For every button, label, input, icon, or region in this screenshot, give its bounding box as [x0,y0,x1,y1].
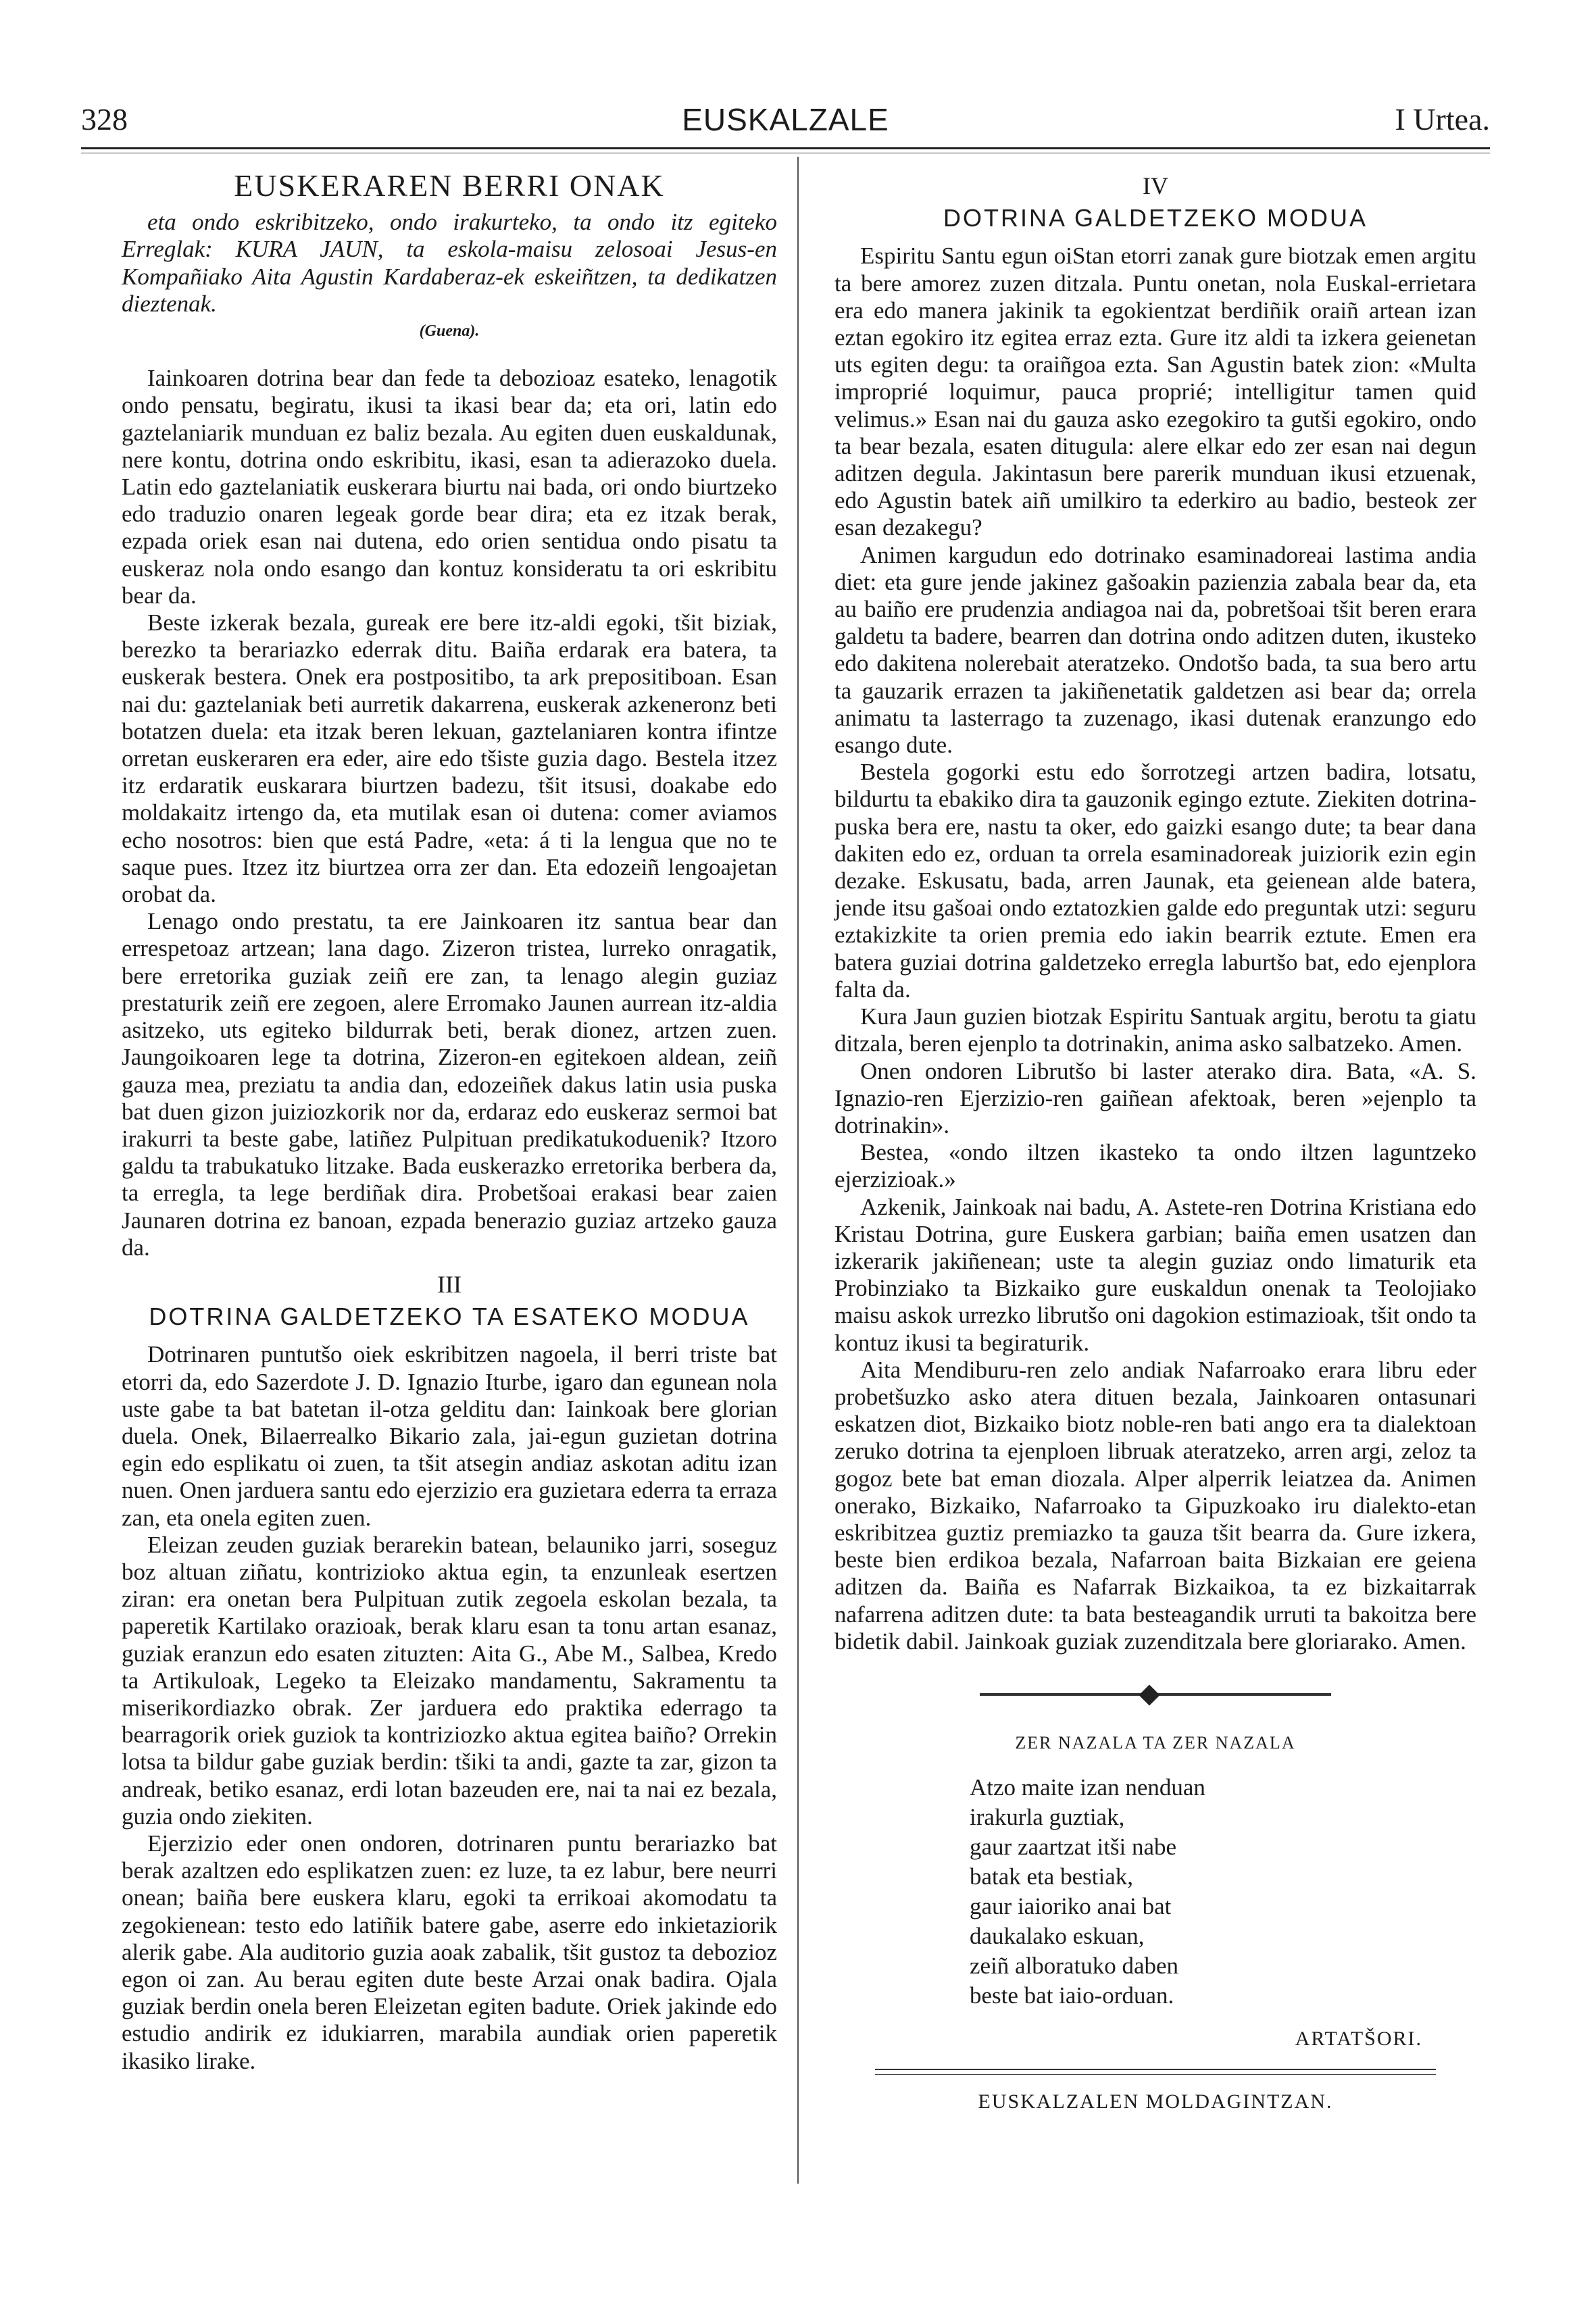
paragraph: Lenago ondo prestatu, ta ere Jainkoaren itz santua bear dan errespetoaz artzean; lana dago. Zizeron tristea, lurreko onragatik, bere erretorika guziak zeiñ ere zan, ta lenago alegin guziaz prestaturik zeiñ ere zegoen, alere Erromako Jaunen aurrean itz-aldia asitzeko, uts egiteko bildurrak beti, berak dionez, artzen zuen. Jaungoikoaren lege ta dotrina, Zizeron-en egitekoen aldean, zeiñ gauza mea, preziatu ta andia dan, edozeiñek dakus latin usia puska bat duen gizon juiziozkorik nor da, erdaraz edo euskeraz sermoi bat irakurri ta beste gabe, latiñez Pulpituan predikatukoduenik? Itzoro galdu ta trabukatuko litzake. Bada euskerazko erretorika berbera da, ta erregla, ta lege berdiñak dira. Probetšoai erakasi bear zaien Jaunaren dotrina ez banoan, ezpada benerazio guziaz artzeko gauza da. [122,908,777,1261]
poem-line: zeiñ alboratuko daben [970,1953,1179,1980]
paragraph: Bestela gogorki estu edo šorrotzegi artzen badira, lotsatu, bildurtu ta ebakiko dira ta gauzonik egingo eztute. Ziekiten dotrina-puska bera ere, nastu ta oker, edo gaizki esango dute; ta bear dana dakiten edo ez, orduan ta orrela esaminadoreak juiziorik ezin egin dezake. Eskusatu, bada, arren Jaunak, eta geienean alde batera, jende itsu gašoai ondo eztatozkien galde edo preguntak utzi: seguru eztakizkite ta orien premia edo iakin bearrik eztute. Emen era batera guziai dotrina galdetzeko erregla laburtšo bat, edo ejenplora falta da. [834,759,1476,1003]
column-divider [797,157,799,2184]
footer-rules [834,2069,1476,2075]
paragraph: Beste izkerak bezala, gureak ere bere itz-aldi egoki, tšit biziak, berezko ta berariazko ederrak ditu. Baiña erdarak era batera, ta euskerak bestera. Onek era postpositibo, ta ark prepositiboan. Esan nai du: gaztelaniak beti aurretik dakarrena, euskerak azkeneronz beti botatzen duela: eta itzak beren lekuan, gaztelaniaren kontra ifintze orretan euskeraren era eder, aire edo tšiste guzia dago. Bestela itzez itz erdaratik euskarara biurtzen badezu, tšit itsusi, doakabe edo moldakaitz irtengo da, eta mutilak esan oi dutena: comer aviamos echo nosotros: bien que está Padre, «eta: á ti la lengua que no te saque pues. Itzez itz biurtzea orra zer dan. Eta edozeiñ lengoajetan orobat da. [122,609,777,908]
paragraph: Animen kargudun edo dotrinako esaminadoreai lastima andia diet: eta gure jende jakinez gašoakin pazienzia zabala bear da, eta au baiño ere prudenzia andiagoa nai da, pobretšoai tšit beren erara galdetu ta badere, bearren dan dotrina ondo aditzen duten, ikusteko edo dakitena nolerebait ateratzeko. Ondotšo bada, ta sua bero artu ta gauzarik errazen ta jakiñenetatik galdetzen asi bear da; orrela animatu ta lasterrago ta zuzenago, ikasi dutenak eranzungo edo esango dute. [834,541,1476,759]
poem-line: gaur zaartzat itši nabe [970,1834,1177,1861]
footer-rule-thin [875,2074,1436,2075]
paragraph: Iainkoaren dotrina bear dan fede ta debozioaz esateko, lenagotik ondo pensatu, begiratu, ikusi ta ikasi bear da; eta ori, latin edo gaztelaniarik munduan ez baliz bezala. Au egiten duen euskaldunak, nere kontu, dotrina ondo eskribitu, ikasi, esan ta adierazoko duela. Latin edo gaztelaniatik euskerara biurtu nai bada, ori ondo biurtzeko edo traduzio onaren legeak gorde bear dira; eta ez itzak berak, ezpada oriek esan nai dutena, edo orien sentidua ondo pisatu ta euskeraz nola ondo esango dan kontuz konsideratu ta ori eskribitu bear da. [122,365,777,609]
paragraph: Espiritu Santu egun oiStan etorri zanak gure biotzak emen argitu ta bere amorez zuzen ditzala. Puntu onetan, nola Euskal-errietara era edo manera jakinik ta egokientzat berdiñik oraiñ artean izan eztan egokiro itz egitea erraz ezta. Gure itz aldi ta izkera geienetan uts egiten degu: ta oraiñgoa ezta. San Agustin batek zion: «Multa improprié loquimur, pauca proprié; intelligitur tamen quid velimus.» Esan nai du gauza asko ezegokiro ta gutši egokiro, ondo ta bear bezala, esaten ditugula: alere elkar edo zer esan nai degun aditzen degula. Jakintasun bere parerik munduan ikusi etzuenak, edo Agustin batek aiñ umilkiro ta ederkiro au badio, besteok zer esan dezakegu? [834,243,1476,541]
paragraph: Dotrinaren puntutšo oiek eskribitzen nagoela, il berri triste bat etorri da, edo Sazerdote J. D. Ignazio Iturbe, igaro dan egunean nola uste gabe ta bat batetan il-otza gelditu dan: Iainkoak bere glorian duela. Onek, Bilaerrealko Bikario zala, jai-egun guzietan dotrina egin edo esplikatu oi zuen, ta tšit atsegin andiaz askotan aditu izan nuen. Onen jarduera santu edo ejerzizio era guzietara ederra ta erraza zan, eta onela egiten zuen. [122,1341,777,1531]
paragraph: Kura Jaun guzien biotzak Espiritu Santuak argitu, berotu ta giatu ditzala, beren ejenplo ta dotrinakin, anima asko salbatzeko. Amen. [834,1003,1476,1057]
poem-line: gaur iaioriko anai bat [970,1893,1172,1920]
journal-title: EUSKALZALE [682,102,889,137]
poem [970,1773,1476,2011]
continued-label: (Guena). [419,322,480,341]
paragraph: Bestea, «ondo iltzen ikasteko ta ondo iltzen laguntzeko ejerzizioak.» [834,1139,1476,1193]
paragraph: Azkenik, Jainkoak nai badu, A. Astete-ren Dotrina Kristiana edo Kristau Dotrina, gure Euskera garbian; baiña emen usatzen dan izkerarik jakiñenean; uste ta alegin guziaz ondo limaturik eta Probinziako ta Bizkaiko gure euskaldun onenak ta Teolojiako maisu askok urrezko librutšo oni dagokion estimazioak, tšit ondo ta kontuz ikusi ta begiraturik. [834,1193,1476,1356]
right-column [834,172,1476,2116]
running-head [81,101,1490,142]
article-intro: eta ondo eskribitzeko, ondo irakurteko, ta ondo itz egiteko Erreglak: KURA JAUN, ta eskola-maisu zelosoai Jesus-en Kompañiako Aita Agustin Kardaberaz-ek eskeiñtzen, ta dedikatzen dieztenak. [122,209,777,317]
volume-label: I Urtea. [1395,102,1490,136]
poem-line: irakurla guztiak, [970,1804,1125,1831]
section-number: IV [1143,172,1168,199]
left-column [122,168,777,2075]
poem-line: daukalako eskuan, [970,1923,1145,1950]
poem-line: batak eta bestiak, [970,1863,1133,1890]
section-title: DOTRINA GALDETZEKO TA ESATEKO MODUA [149,1303,750,1331]
poem-title: ZER NAZALA TA ZER NAZALA [1015,1732,1296,1753]
paragraph: Aita Mendiburu-ren zelo andiak Nafarroako erara libru eder probetšuzko asko atera dituen bezala, Jainkoaren ontasunari eskatzen diot, Bizkaiko biotz noble-ren bati ango era ta dialektoan zeruko dotrina ta ejenploen libruak ateratzeko, arren argi, zeloz ta gogoz bete bat eman diozala. Alper alperrik leiatzea da. Animen onerako, Bizkaiko, Nafarroako ta Gipuzkoako iru dialekto-etan eskribitzea guztiz premiazko ta gauza tšit bearra da. Gure izkera, beste bien erdikoa bezala, Nafarroan baita Bizkaian ere geiena aditzen da. Baiña es Nafarrak Bizkaikoa, ta ez bizkaitarrak nafarrena aditzen dute: ta bata besteagandik urruti ta bakoitza bere bidetik dabil. Jainkoak guziak zuzenditzala bere gloriarako. Amen. [834,1356,1476,1655]
article-title: EUSKERAREN BERRI ONAK [234,168,665,203]
paragraph: Onen ondoren Librutšo bi laster aterako dira. Bata, «A. S. Ignazio-ren Ejerzizio-ren gaiñean afektoak, beren »ejenplo ta dotrinakin». [834,1057,1476,1138]
poem-line: beste bat iaio-orduan. [970,1982,1174,2009]
ornament-divider [980,1682,1331,1707]
header-rule [81,147,1490,149]
printer-imprint: EUSKALZALEN MOLDAGINTZAN. [978,2090,1333,2113]
section-title: DOTRINA GALDETZEKO MODUA [943,204,1368,232]
page-number: 328 [81,102,128,136]
poem-author: ARTATŠORI. [1295,2028,1422,2051]
paragraph: Eleizan zeuden guziak berarekin batean, belauniko jarri, soseguz boz altuan ziñatu, kontrizioko aktua egin, ta enzunleak esertzen ziran: era onetan bera Pulpituan zutik zegoela eskolan bezala, ta paperetik Kartilako orazioak, berak klaru esan ta tonu artan esanaz, guziak eranzun edo esaten zituzten: Aita G., Abe M., Salbea, Kredo ta Artikuloak, Legeko ta Eleizako mandamentu, Sakramentu ta miserikordiazko obrak. Zer jarduera edo praktika ederrago ta bearragorik oriek guziok ta kontriziozko aktua egitea baiño? Orrekin lotsa ta bildur gabe guziak berdin: tšiki ta andi, gazte ta zar, gizon ta andreak, betiko esanaz, erdi lotan bazeuden ere, nai ta nai ez bezala, guzia ondo ziekiten. [122,1531,777,1830]
paragraph: Ejerzizio eder onen ondoren, dotrinaren puntu berariazko bat berak azaltzen edo esplikatzen zuen: ez luze, ta ez labur, bere neurri onean; baiña bere euskera klaru, egoki ta errikoai akomodatu ta zegokienean: testo edo latiñik batere gabe, aserre edo inkietaziorik alerik gabe. Ala auditorio guzia aoak zabalik, tšit gustoz ta debozioz egon oi zan. Au berau egiten dute beste Arzai onak badira. Ojala guziak berdin onela beren Eleizetan egiten badute. Oriek jakinde edo estudio andirik ez idukiarren, marabila aundiak orien paperetik ikasiko lirake. [122,1830,777,2074]
section-number: III [437,1270,462,1298]
poem-line: Atzo maite izan nenduan [970,1774,1205,1801]
footer-rule [875,2069,1436,2070]
diamond-ornament-icon [1139,1684,1159,1705]
